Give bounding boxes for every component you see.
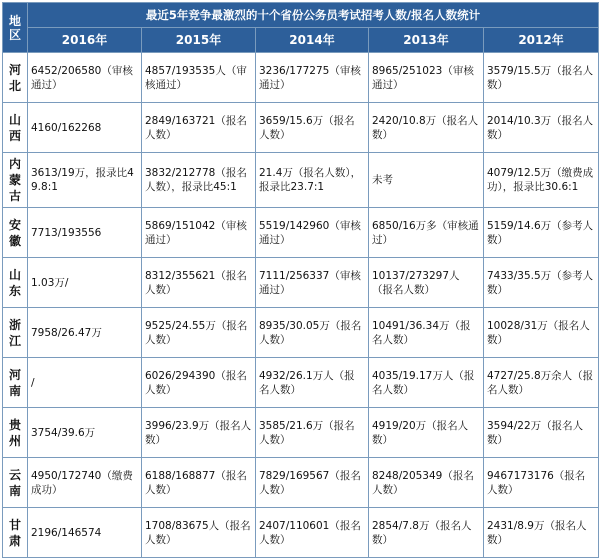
data-cell: 3594/22万（报名人数） [484, 408, 599, 458]
data-cell: 4950/172740（缴费成功） [28, 458, 142, 508]
data-cell: 9525/24.55万（报名人数） [142, 308, 256, 358]
data-cell: 3996/23.9万（报名人数） [142, 408, 256, 458]
data-cell: 6188/168877（报名人数） [142, 458, 256, 508]
region-cell: 河南 [3, 358, 28, 408]
data-cell: 2431/8.9万（报名人数） [484, 508, 599, 558]
data-cell: 1.03万/ [28, 258, 142, 308]
data-cell: 4727/25.8万余人（报名人数） [484, 358, 599, 408]
data-cell: 8248/205349（报名人数） [369, 458, 484, 508]
data-cell: 3613/19万，报录比49.8:1 [28, 153, 142, 208]
data-cell: 6026/294390（报名人数） [142, 358, 256, 408]
data-cell: 7433/35.5万（参考人数） [484, 258, 599, 308]
data-cell: 5869/151042（审核通过） [142, 208, 256, 258]
data-cell: 4932/26.1万人（报名人数） [256, 358, 369, 408]
region-cell: 山西 [3, 103, 28, 153]
statistics-table [2, 2, 599, 558]
data-cell: 7958/26.47万 [28, 308, 142, 358]
data-cell: 7829/169567（报名人数） [256, 458, 369, 508]
data-cell: 2014/10.3万（报名人数） [484, 103, 599, 153]
data-cell: 4919/20万（报名人数） [369, 408, 484, 458]
region-header: 地区 [3, 3, 28, 53]
data-cell: 3585/21.6万（报名人数） [256, 408, 369, 458]
data-cell: 9467173176（报名人数） [484, 458, 599, 508]
year-header-2012: 2012年 [484, 28, 599, 53]
data-cell: 2420/10.8万（报名人数） [369, 103, 484, 153]
data-cell: 3236/177275（审核通过） [256, 53, 369, 103]
data-cell: 3832/212778（报名人数），报录比45:1 [142, 153, 256, 208]
table-row-shanxi [3, 103, 599, 153]
table-row-yunnan [3, 458, 599, 508]
year-header-2013: 2013年 [369, 28, 484, 53]
table-title: 最近5年竞争最激烈的十个省份公务员考试招考人数/报名人数统计 [28, 3, 599, 28]
region-cell: 云南 [3, 458, 28, 508]
region-cell: 浙江 [3, 308, 28, 358]
region-cell: 甘肃 [3, 508, 28, 558]
data-cell: 10028/31万（报名人数） [484, 308, 599, 358]
data-cell: / [28, 358, 142, 408]
data-cell: 6452/206580（审核通过） [28, 53, 142, 103]
data-cell: 3659/15.6万（报名人数） [256, 103, 369, 153]
table-row-neimenggu [3, 153, 599, 208]
table-row-henan [3, 358, 599, 408]
year-header-2016: 2016年 [28, 28, 142, 53]
data-cell: 8965/251023（审核通过） [369, 53, 484, 103]
data-cell: 7111/256337（审核通过） [256, 258, 369, 308]
data-cell: 5159/14.6万（参考人数） [484, 208, 599, 258]
table-row-guizhou [3, 408, 599, 458]
data-cell: 2854/7.8万（报名人数） [369, 508, 484, 558]
data-cell: 21.4万（报名人数），报录比23.7:1 [256, 153, 369, 208]
data-cell: 2849/163721（报名人数） [142, 103, 256, 153]
data-cell: 4035/19.17万人（报名人数） [369, 358, 484, 408]
table-row-zhejiang [3, 308, 599, 358]
table-row-hebei [3, 53, 599, 103]
data-cell: 未考 [369, 153, 484, 208]
data-cell: 4857/193535人（审核通过） [142, 53, 256, 103]
year-header-2015: 2015年 [142, 28, 256, 53]
table-row-gansu [3, 508, 599, 558]
year-header-2014: 2014年 [256, 28, 369, 53]
data-cell: 10137/273297人（报名人数） [369, 258, 484, 308]
region-cell: 贵州 [3, 408, 28, 458]
data-cell: 2407/110601（报名人数） [256, 508, 369, 558]
data-cell: 3754/39.6万 [28, 408, 142, 458]
region-cell: 河北 [3, 53, 28, 103]
data-cell: 10491/36.34万（报名人数） [369, 308, 484, 358]
data-cell: 8312/355621（报名人数） [142, 258, 256, 308]
data-cell: 1708/83675人（报名人数） [142, 508, 256, 558]
table-row-shandong [3, 258, 599, 308]
region-cell: 内蒙古 [3, 153, 28, 208]
table-row-anhui [3, 208, 599, 258]
data-cell: 4079/12.5万（缴费成功），报录比30.6:1 [484, 153, 599, 208]
data-cell: 7713/193556 [28, 208, 142, 258]
region-cell: 山东 [3, 258, 28, 308]
data-cell: 3579/15.5万（报名人数） [484, 53, 599, 103]
data-cell: 6850/16万多（审核通过） [369, 208, 484, 258]
data-cell: 8935/30.05万（报名人数） [256, 308, 369, 358]
data-cell: 5519/142960（审核通过） [256, 208, 369, 258]
region-cell: 安徽 [3, 208, 28, 258]
data-cell: 4160/162268 [28, 103, 142, 153]
data-cell: 2196/146574 [28, 508, 142, 558]
